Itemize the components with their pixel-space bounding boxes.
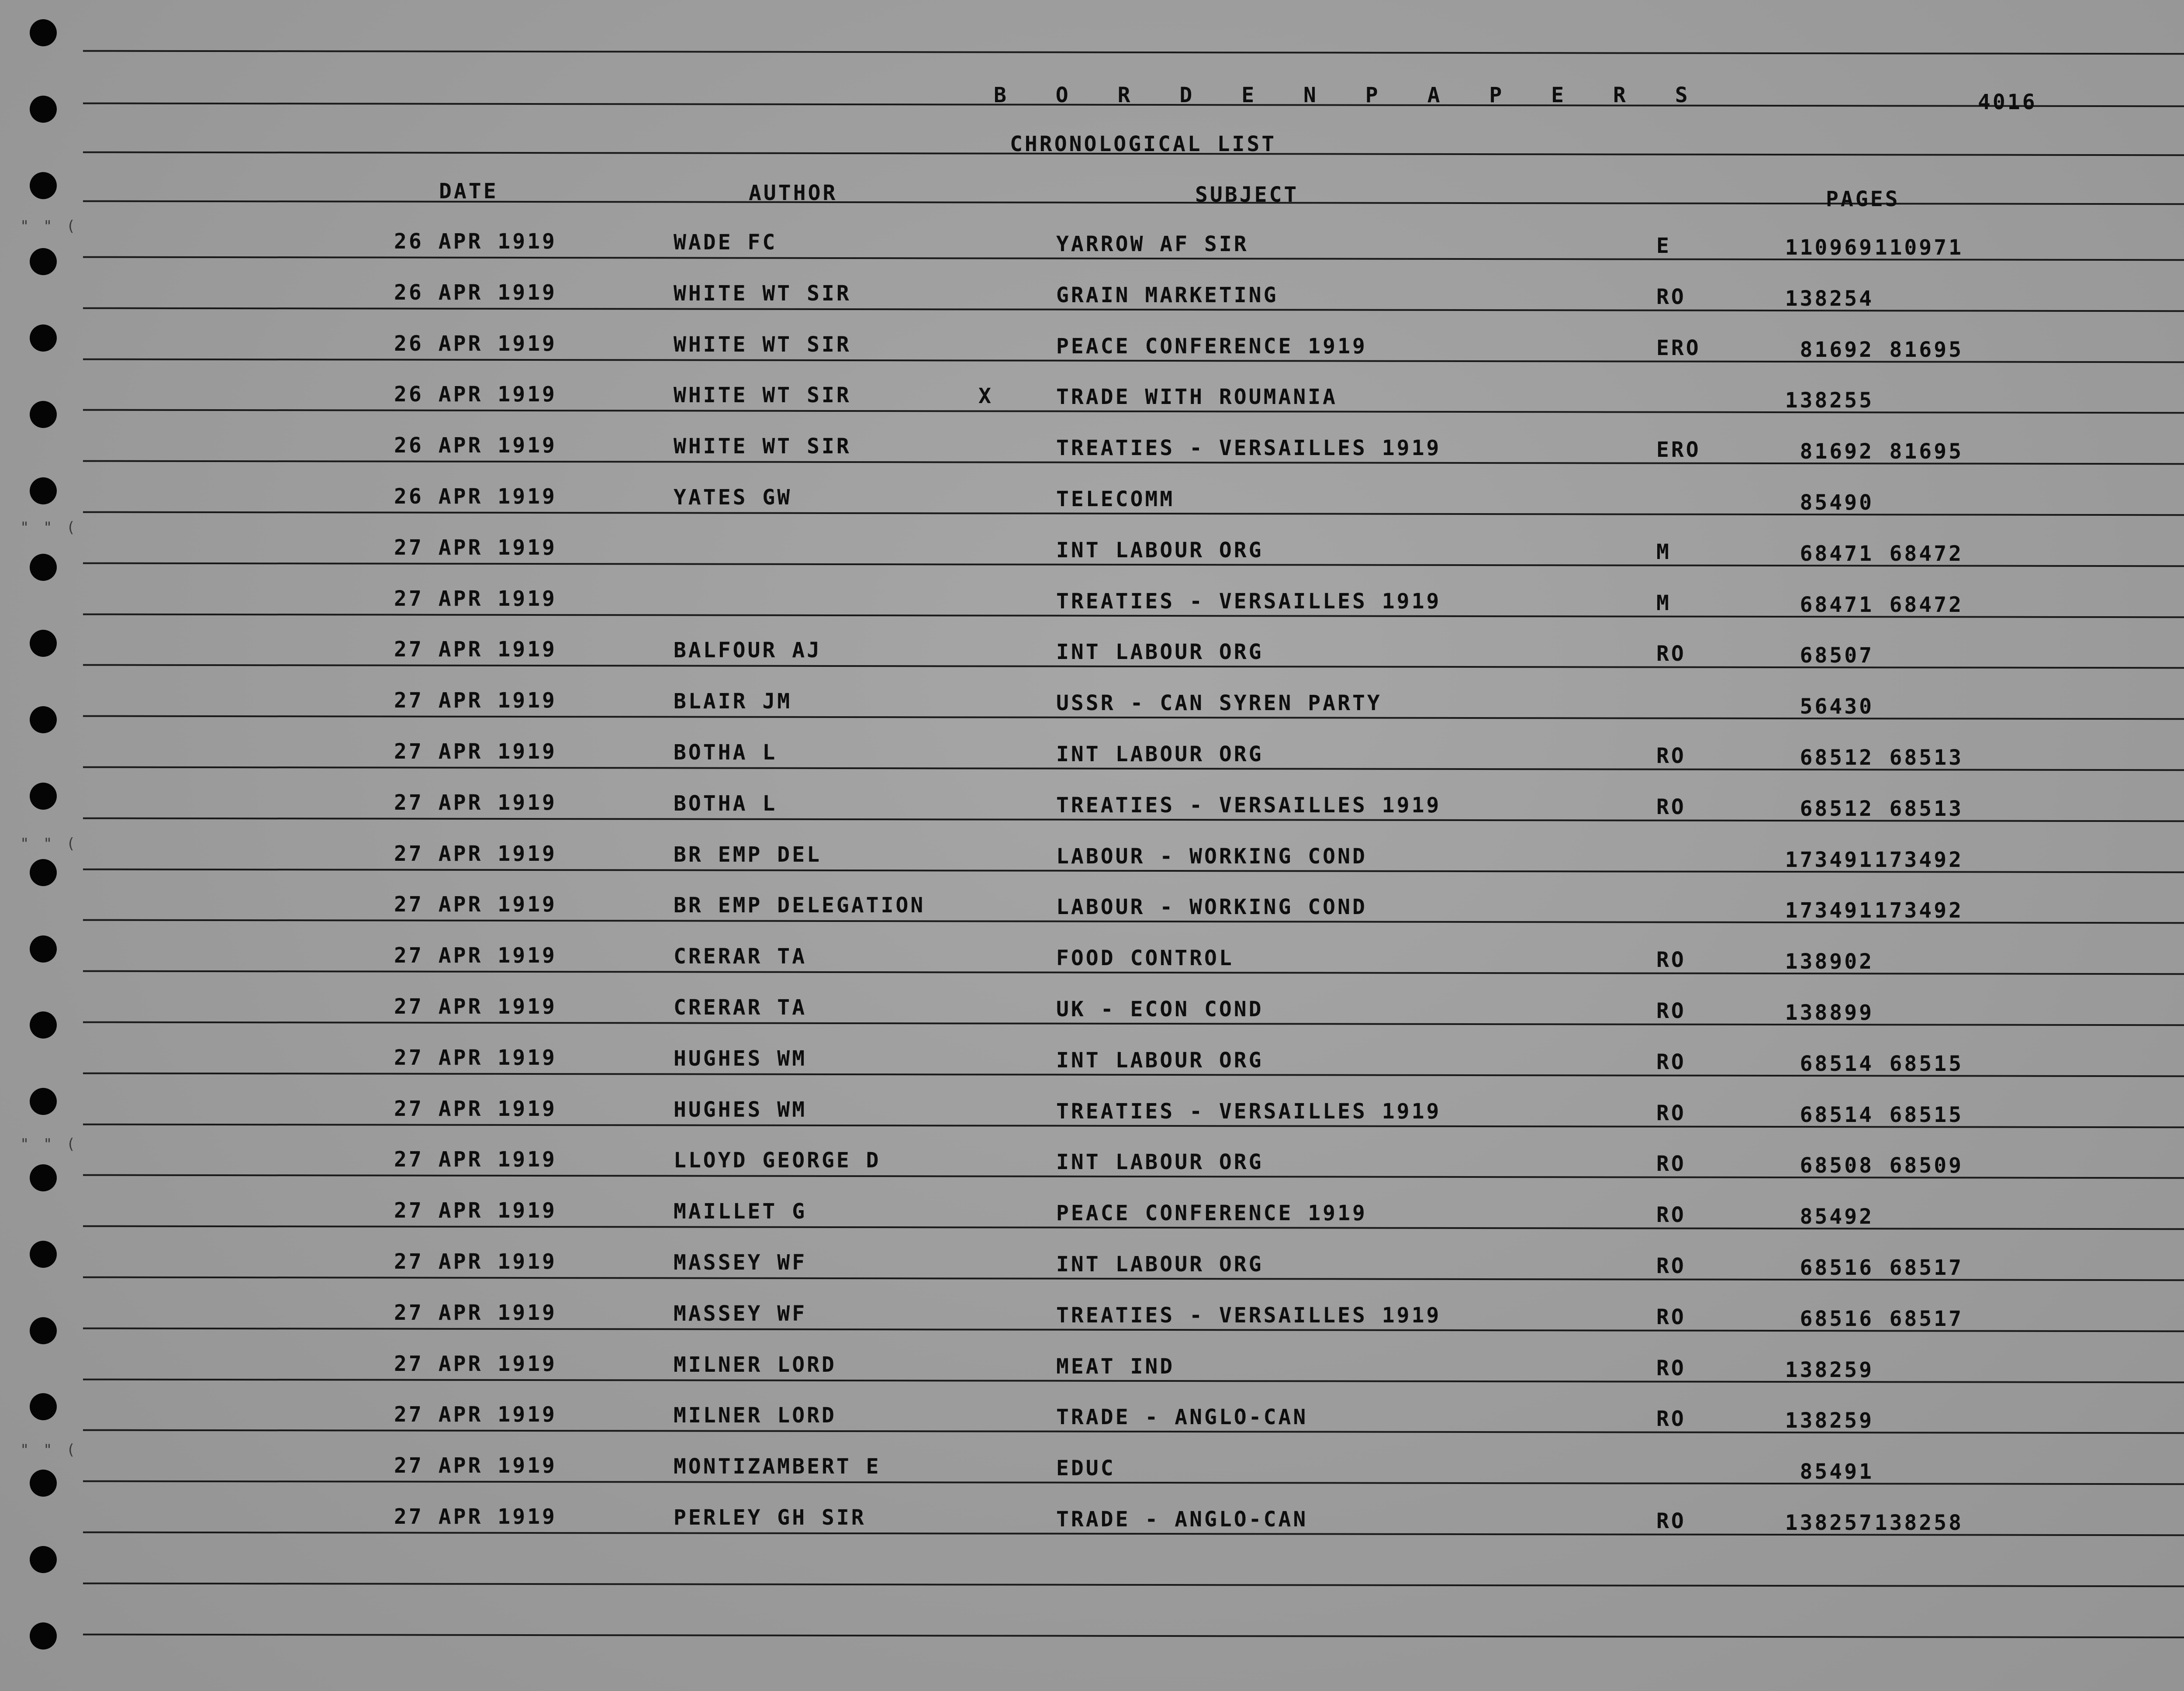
table-row [0, 637, 2184, 668]
row-date: 26 APR 1919 [394, 331, 557, 356]
row-code: RO [1656, 1304, 1686, 1329]
ruled-line [83, 50, 2184, 55]
row-code: ERO [1656, 335, 1701, 360]
row-author: CRERAR TA [674, 944, 807, 969]
row-page-start: 110969 [1785, 235, 1874, 260]
row-code: RO [1656, 948, 1686, 973]
row-page-start: 85490 [1800, 490, 1874, 515]
row-date: 26 APR 1919 [394, 433, 557, 458]
row-subject: TREATIES - VERSAILLES 1919 [1056, 1099, 1441, 1124]
row-date: 27 APR 1919 [394, 1505, 557, 1529]
table-row [0, 433, 2184, 464]
row-author: WHITE WT SIR [674, 332, 851, 357]
row-subject: FOOD CONTROL [1056, 946, 1234, 971]
row-author: WHITE WT SIR [674, 383, 851, 408]
row-page-end: 68517 [1889, 1306, 1963, 1331]
row-page-end: 68472 [1889, 592, 1963, 617]
row-author: MILNER LORD [674, 1403, 836, 1428]
row-page-end: 68515 [1889, 1102, 1963, 1127]
table-row [0, 688, 2184, 719]
table-row [0, 1453, 2184, 1484]
row-author: BR EMP DEL [674, 842, 822, 867]
row-page-end: 81695 [1889, 337, 1963, 362]
row-date: 26 APR 1919 [394, 484, 557, 509]
row-page-start: 173491 [1785, 847, 1874, 872]
row-author: LLOYD GEORGE D [674, 1148, 881, 1173]
row-date: 27 APR 1919 [394, 790, 557, 815]
tractor-hole [30, 96, 57, 123]
column-header-date: DATE [439, 179, 498, 204]
row-page-start: 68471 [1800, 541, 1874, 566]
row-subject: INT LABOUR ORG [1056, 1150, 1264, 1175]
row-page-start: 173491 [1785, 898, 1874, 923]
row-page-end: 68509 [1889, 1153, 1963, 1178]
row-subject: PEACE CONFERENCE 1919 [1056, 1201, 1367, 1226]
row-subject: YARROW AF SIR [1056, 232, 1249, 256]
row-page-start: 138254 [1785, 286, 1874, 311]
row-date: 27 APR 1919 [394, 688, 557, 713]
table-row [0, 1351, 2184, 1382]
row-code: ERO [1656, 438, 1701, 462]
column-header-subject: SUBJECT [1195, 183, 1299, 207]
row-date: 27 APR 1919 [394, 1300, 557, 1325]
row-author: MASSEY WF [674, 1250, 807, 1275]
row-subject: TREATIES - VERSAILLES 1919 [1056, 436, 1441, 461]
table-row [0, 994, 2184, 1025]
left-margin-mark: " " ( [20, 835, 78, 852]
row-page-start: 85492 [1800, 1204, 1874, 1229]
table-row [0, 1402, 2184, 1433]
row-page-start: 68512 [1800, 796, 1874, 821]
row-author: PERLEY GH SIR [674, 1505, 866, 1530]
row-code: RO [1656, 1407, 1686, 1432]
row-subject: GRAIN MARKETING [1056, 283, 1279, 307]
left-margin-mark: " " ( [20, 519, 78, 536]
row-subject: TREATIES - VERSAILLES 1919 [1056, 1303, 1441, 1328]
row-date: 26 APR 1919 [394, 382, 557, 407]
table-row [0, 586, 2184, 617]
row-date: 27 APR 1919 [394, 1198, 557, 1223]
row-page-start: 68516 [1800, 1256, 1874, 1280]
row-code: RO [1656, 1101, 1686, 1125]
row-date: 27 APR 1919 [394, 535, 557, 560]
row-date: 27 APR 1919 [394, 892, 557, 917]
column-header-pages: PAGES [1826, 187, 1900, 211]
table-row [0, 841, 2184, 872]
row-page-start: 138255 [1785, 388, 1874, 413]
row-page-start: 68514 [1800, 1051, 1874, 1076]
row-subject: TRADE WITH ROUMANIA [1056, 385, 1338, 410]
row-author: HUGHES WM [674, 1046, 807, 1071]
row-author: YATES GW [674, 485, 792, 510]
row-author: BOTHA L [674, 740, 778, 765]
row-subject: MEAT IND [1056, 1354, 1175, 1379]
row-date: 27 APR 1919 [394, 586, 557, 611]
row-code: RO [1656, 1254, 1686, 1278]
row-code: RO [1656, 1356, 1686, 1380]
row-author: HUGHES WM [674, 1097, 807, 1122]
row-subject: LABOUR - WORKING COND [1056, 895, 1367, 920]
row-code: E [1656, 234, 1671, 258]
row-subject: INT LABOUR ORG [1056, 640, 1264, 665]
row-date: 27 APR 1919 [394, 1045, 557, 1070]
row-author: WHITE WT SIR [674, 281, 851, 306]
row-page-start: 138259 [1785, 1408, 1874, 1433]
left-margin-mark: " " ( [20, 1135, 78, 1153]
table-row [0, 1300, 2184, 1331]
row-code: RO [1656, 999, 1686, 1023]
row-subject: INT LABOUR ORG [1056, 1252, 1264, 1277]
table-row [0, 1198, 2184, 1229]
row-page-start: 138902 [1785, 949, 1874, 974]
table-row [0, 1249, 2184, 1280]
row-code: RO [1656, 1049, 1686, 1074]
row-author: BR EMP DELEGATION [674, 893, 926, 918]
row-code: M [1656, 590, 1671, 615]
row-date: 26 APR 1919 [394, 280, 557, 305]
row-author: MONTIZAMBERT E [674, 1454, 881, 1479]
row-page-end: 68515 [1889, 1051, 1963, 1076]
table-row [0, 739, 2184, 770]
row-page-end: 110971 [1874, 235, 1963, 260]
tractor-hole [30, 1546, 57, 1573]
row-author: MAILLET G [674, 1199, 807, 1224]
left-margin-mark: " " ( [20, 217, 78, 235]
row-page-end: 138258 [1874, 1511, 1963, 1535]
row-subject: INT LABOUR ORG [1056, 538, 1264, 563]
row-date: 27 APR 1919 [394, 739, 557, 764]
row-date: 27 APR 1919 [394, 637, 557, 662]
row-date: 27 APR 1919 [394, 1351, 557, 1376]
table-row [0, 535, 2184, 566]
row-subject: PEACE CONFERENCE 1919 [1056, 334, 1367, 359]
table-row [0, 943, 2184, 974]
row-author: BOTHA L [674, 791, 778, 816]
row-page-start: 81692 [1800, 337, 1874, 362]
table-row [0, 280, 2184, 311]
left-margin-mark: " " ( [20, 1441, 78, 1459]
row-subject: USSR - CAN SYREN PARTY [1056, 691, 1382, 716]
tractor-hole [30, 172, 57, 199]
row-flag: X [978, 384, 993, 409]
table-row [0, 229, 2184, 260]
row-page-start: 85491 [1800, 1460, 1874, 1484]
row-subject: INT LABOUR ORG [1056, 1048, 1264, 1073]
table-row [0, 790, 2184, 821]
table-row [0, 382, 2184, 413]
row-subject: INT LABOUR ORG [1056, 742, 1264, 766]
table-row [0, 1147, 2184, 1178]
row-date: 27 APR 1919 [394, 1096, 557, 1121]
row-code: M [1656, 539, 1671, 564]
row-subject: TRADE - ANGLO-CAN [1056, 1405, 1308, 1430]
row-page-start: 68516 [1800, 1306, 1874, 1331]
row-page-start: 68471 [1800, 592, 1874, 617]
row-code: RO [1656, 1509, 1686, 1533]
row-subject: LABOUR - WORKING COND [1056, 844, 1367, 869]
row-author: WHITE WT SIR [674, 434, 851, 459]
row-subject: TRADE - ANGLO-CAN [1056, 1507, 1308, 1532]
row-code: RO [1656, 1203, 1686, 1228]
row-author: MASSEY WF [674, 1301, 807, 1326]
table-row [0, 1505, 2184, 1535]
row-page-start: 68508 [1800, 1153, 1874, 1178]
row-page-start: 138899 [1785, 1001, 1874, 1025]
row-date: 27 APR 1919 [394, 1249, 557, 1274]
table-row [0, 1096, 2184, 1127]
tractor-hole [30, 19, 57, 46]
row-subject: UK - ECON COND [1056, 997, 1264, 1022]
row-page-end: 68472 [1889, 541, 1963, 566]
row-author: BLAIR JM [674, 689, 792, 714]
row-date: 27 APR 1919 [394, 994, 557, 1019]
row-subject: EDUC [1056, 1456, 1116, 1481]
row-page-start: 68507 [1800, 643, 1874, 668]
row-subject: TREATIES - VERSAILLES 1919 [1056, 793, 1441, 818]
row-page-end: 173492 [1874, 847, 1963, 872]
row-author: CRERAR TA [674, 995, 807, 1020]
row-page-start: 138257 [1785, 1511, 1874, 1535]
row-subject: TREATIES - VERSAILLES 1919 [1056, 589, 1441, 614]
row-date: 26 APR 1919 [394, 229, 557, 254]
row-code: RO [1656, 642, 1686, 666]
row-code: RO [1656, 284, 1686, 309]
row-author: BALFOUR AJ [674, 638, 822, 663]
row-author: MILNER LORD [674, 1352, 836, 1377]
row-page-start: 68512 [1800, 745, 1874, 770]
row-author: WADE FC [674, 230, 778, 255]
row-page-end: 81695 [1889, 439, 1963, 464]
row-page-end: 68513 [1889, 796, 1963, 821]
row-page-start: 138259 [1785, 1357, 1874, 1382]
row-page-start: 68514 [1800, 1102, 1874, 1127]
list-subtitle: CHRONOLOGICAL LIST [1010, 132, 1277, 156]
row-code: RO [1656, 794, 1686, 819]
table-row [0, 892, 2184, 923]
column-header-author: AUTHOR [749, 181, 838, 205]
row-date: 27 APR 1919 [394, 1453, 557, 1478]
table-row [0, 331, 2184, 362]
row-page-start: 81692 [1800, 439, 1874, 464]
row-date: 27 APR 1919 [394, 1402, 557, 1427]
row-date: 27 APR 1919 [394, 943, 557, 968]
table-row [0, 1045, 2184, 1076]
ruled-line [83, 1633, 2184, 1638]
row-code: RO [1656, 1152, 1686, 1177]
row-page-end: 173492 [1874, 898, 1963, 923]
ruled-line [83, 1582, 2184, 1587]
row-subject: TELECOMM [1056, 487, 1175, 511]
page-number: 4016 [1978, 90, 2037, 114]
table-row [0, 484, 2184, 515]
document-title: B O R D E N P A P E R S [994, 83, 1706, 107]
row-page-end: 68513 [1889, 745, 1963, 770]
row-page-start: 56430 [1800, 694, 1874, 719]
row-date: 27 APR 1919 [394, 1147, 557, 1172]
row-date: 27 APR 1919 [394, 841, 557, 866]
tractor-hole [30, 1622, 57, 1650]
row-code: RO [1656, 744, 1686, 768]
row-page-end: 68517 [1889, 1256, 1963, 1280]
